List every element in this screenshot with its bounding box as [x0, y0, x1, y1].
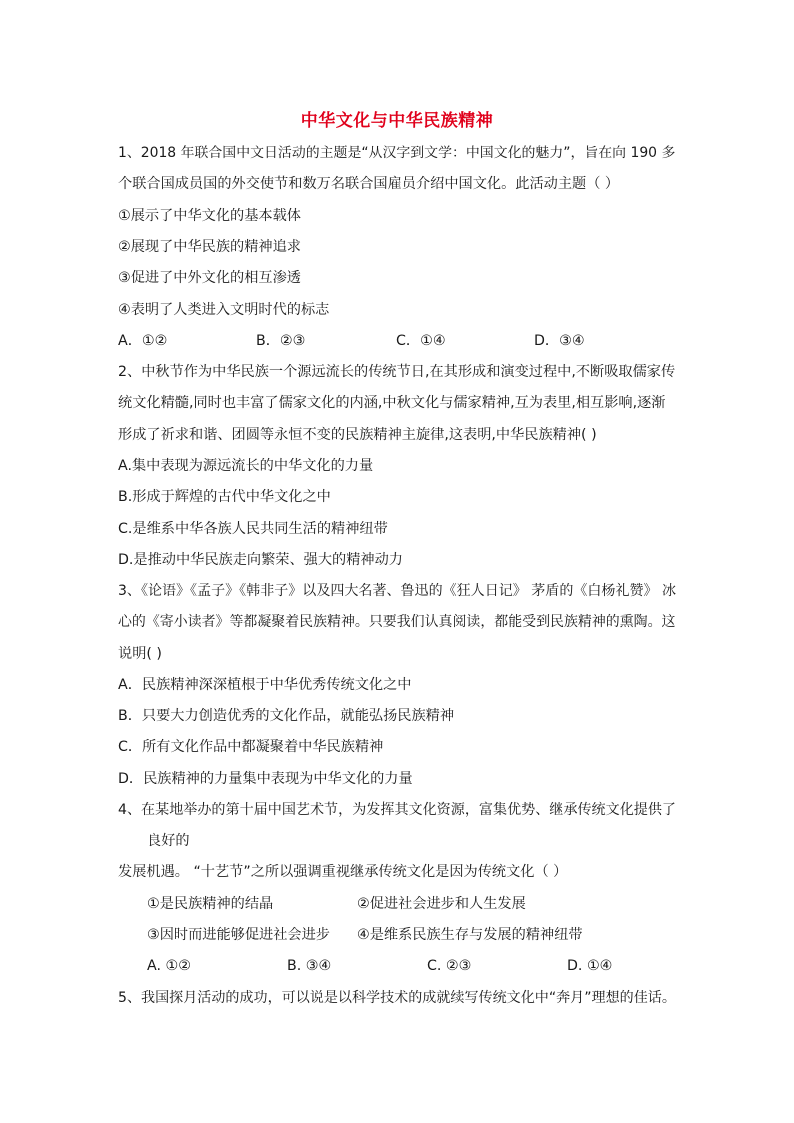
q4-option-b: B. ③④: [287, 958, 332, 974]
q5-stem-line1: 5、我国探月活动的成功，可以说是以科学技术的成就续写传统文化中“奔月”理想的佳话。: [118, 990, 676, 1006]
q4-stem-line1: 4、在某地举办的第十届中国艺术节，为发挥其文化资源，富集优势、继承传统文化提供了: [118, 802, 677, 818]
q2-stem-line1: 2、中秋节作为中华民族一个源远流长的传统节日,在其形成和演变过程中,不断吸取儒家传: [118, 364, 676, 380]
q3-option-b: B．只要大力创造优秀的文化作品，就能弘扬民族精神: [118, 708, 455, 724]
q1-stem-line2: 个联合国成员国的外交使节和数万名联合国雇员介绍中国文化。此活动主题（ ）: [118, 176, 620, 192]
q4-statement-2: ②促进社会进步和人生发展: [357, 896, 526, 912]
q3-stem-line3: 说明( ): [118, 646, 162, 662]
q2-option-a: A.集中表现为源远流长的中华文化的力量: [118, 458, 374, 474]
q2-option-b: B.形成于辉煌的古代中华文化之中: [118, 489, 331, 505]
q3-option-c: C．所有文化作品中都凝聚着中华民族精神: [118, 739, 384, 755]
document-title: 中华文化与中华民族精神: [300, 111, 494, 131]
q1-option-a: A．①②: [118, 333, 168, 349]
q4-statement-3: ③因时而进能够促进社会进步: [147, 927, 330, 943]
q2-option-c: C.是维系中华各族人民共同生活的精神纽带: [118, 521, 388, 537]
q4-option-c: C. ②③: [427, 958, 472, 974]
q1-statement-4: ④表明了人类进入文明时代的标志: [118, 302, 330, 318]
q3-stem-line1: 3、《论语》《孟子》《韩非子》以及四大名著、鲁迅的《狂人日记》 茅盾的《白杨礼赞》 冰: [118, 583, 677, 599]
q2-option-d: D.是推动中华民族走向繁荣、强大的精神动力: [118, 552, 403, 568]
q2-stem-line2: 统文化精髓,同时也丰富了儒家文化的内涵,中秋文化与儒家精神,互为表里,相互影响,逐渐: [118, 395, 666, 411]
q4-statement-1: ①是民族精神的结晶: [147, 896, 274, 912]
q1-option-d: D．③④: [534, 333, 585, 349]
q4-option-d: D. ①④: [567, 958, 613, 974]
q1-option-c: C．①④: [396, 333, 446, 349]
q3-option-a: A．民族精神深深植根于中华优秀传统文化之中: [118, 677, 412, 693]
q4-stem-line3: 发展机遇。 “十艺节”之所以强调重视继承传统文化是因为传统文化（ ）: [118, 864, 568, 880]
q1-option-b: B．②③: [256, 333, 306, 349]
q1-statement-1: ①展示了中华文化的基本载体: [118, 208, 301, 224]
q3-stem-line2: 心的《寄小读者》等都凝聚着民族精神。只要我们认真阅读，都能受到民族精神的熏陶。这: [118, 614, 676, 630]
q4-statement-4: ④是维系民族生存与发展的精神纽带: [357, 927, 583, 943]
q4-stem-line2: 良好的: [147, 833, 190, 849]
q3-option-d: D．民族精神的力量集中表现为中华文化的力量: [118, 771, 413, 787]
q1-statement-2: ②展现了中华民族的精神追求: [118, 239, 301, 255]
q1-statement-3: ③促进了中外文化的相互渗透: [118, 270, 301, 286]
q2-stem-line3: 形成了祈求和谐、团圆等永恒不变的民族精神主旋律,这表明,中华民族精神( ): [118, 427, 597, 443]
q1-stem-line1: 1、2018 年联合国中文日活动的主题是“从汉字到文学：中国文化的魅力”，旨在向 190 多: [118, 145, 676, 161]
q4-option-a: A. ①②: [147, 958, 191, 974]
